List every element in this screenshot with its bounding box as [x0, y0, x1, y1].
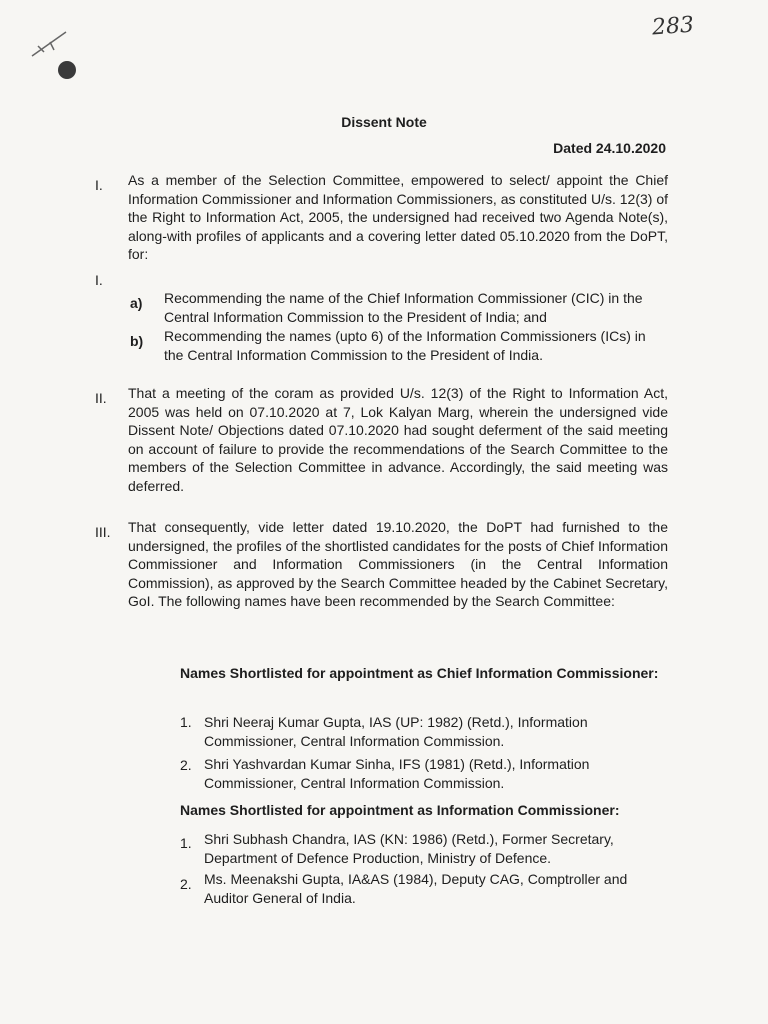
- item-b-label: b): [130, 333, 144, 349]
- item-a-text: Recommending the name of the Chief Information Commissioner (CIC) in the Central Information Commission to the President of India; and: [164, 290, 643, 325]
- scribble-mark-icon: [28, 26, 78, 66]
- ic-item-1-number: 1.: [180, 835, 192, 851]
- cic-list-heading: Names Shortlisted for appointment as Chief Information Commissioner:: [180, 665, 659, 681]
- para2-number: II.: [95, 390, 107, 406]
- punch-hole-icon: [58, 61, 76, 79]
- cic-item-2-text: Shri Yashvardan Kumar Sinha, IFS (1981) (Retd.), Information Commissioner, Central Information Commission.: [204, 756, 590, 791]
- para1b-number: I.: [95, 272, 103, 288]
- para3-text: That consequently, vide letter dated 19.10.2020, the DoPT had furnished to the undersigned, the profiles of the shortlisted candidates for the posts of Chief Information Commissioner and Information Commissioners (in the Central Information Commission), as approved by the Search Committee headed by the Cabinet Secretary, GoI. The following names have been recommended by the Search Committee:: [128, 519, 668, 609]
- cic-item-1-text: Shri Neeraj Kumar Gupta, IAS (UP: 1982) (Retd.), Information Commissioner, Central Information Commission.: [204, 714, 588, 749]
- cic-item-2-number: 2.: [180, 757, 192, 773]
- cic-item-1-number: 1.: [180, 714, 192, 730]
- document-title: Dissent Note: [341, 114, 427, 130]
- para2-text: That a meeting of the coram as provided U/s. 12(3) of the Right to Information Act, 2005 was held on 07.10.2020 at 7, Lok Kalyan Marg, wherein the undersigned vide Dissent Note/ Objections dated 07.10.2020 had sought deferment of the said meeting on account of failure to provide the recommendations of the Search Committee to the members of the Selection Committee in advance. Accordingly, the said meeting was deferred.: [128, 385, 668, 494]
- ic-list-heading: Names Shortlisted for appointment as Information Commissioner:: [180, 802, 620, 818]
- ic-item-2-number: 2.: [180, 876, 192, 892]
- ic-item-1-text: Shri Subhash Chandra, IAS (KN: 1986) (Retd.), Former Secretary, Department of Defence Production, Ministry of Defence.: [204, 831, 614, 866]
- ic-item-2-text: Ms. Meenakshi Gupta, IA&AS (1984), Deputy CAG, Comptroller and Auditor General of India.: [204, 871, 628, 906]
- para3-number: III.: [95, 524, 111, 540]
- para1-text: As a member of the Selection Committee, empowered to select/ appoint the Chief Information Commissioner and Information Commissioners, as constituted U/s. 12(3) of the Right to Information Act, 2005, the undersigned had received two Agenda Note(s), along-with profiles of applicants and a covering letter dated 05.10.2020 from the DoPT, for:: [128, 172, 668, 262]
- document-date: Dated 24.10.2020: [553, 140, 666, 156]
- item-a-label: a): [130, 295, 143, 311]
- para1-number: I.: [95, 177, 103, 193]
- item-b-text: Recommending the names (upto 6) of the Information Commissioners (ICs) in the Central Information Commission to the President of India.: [164, 328, 646, 363]
- handwritten-page-number: 283: [651, 12, 695, 41]
